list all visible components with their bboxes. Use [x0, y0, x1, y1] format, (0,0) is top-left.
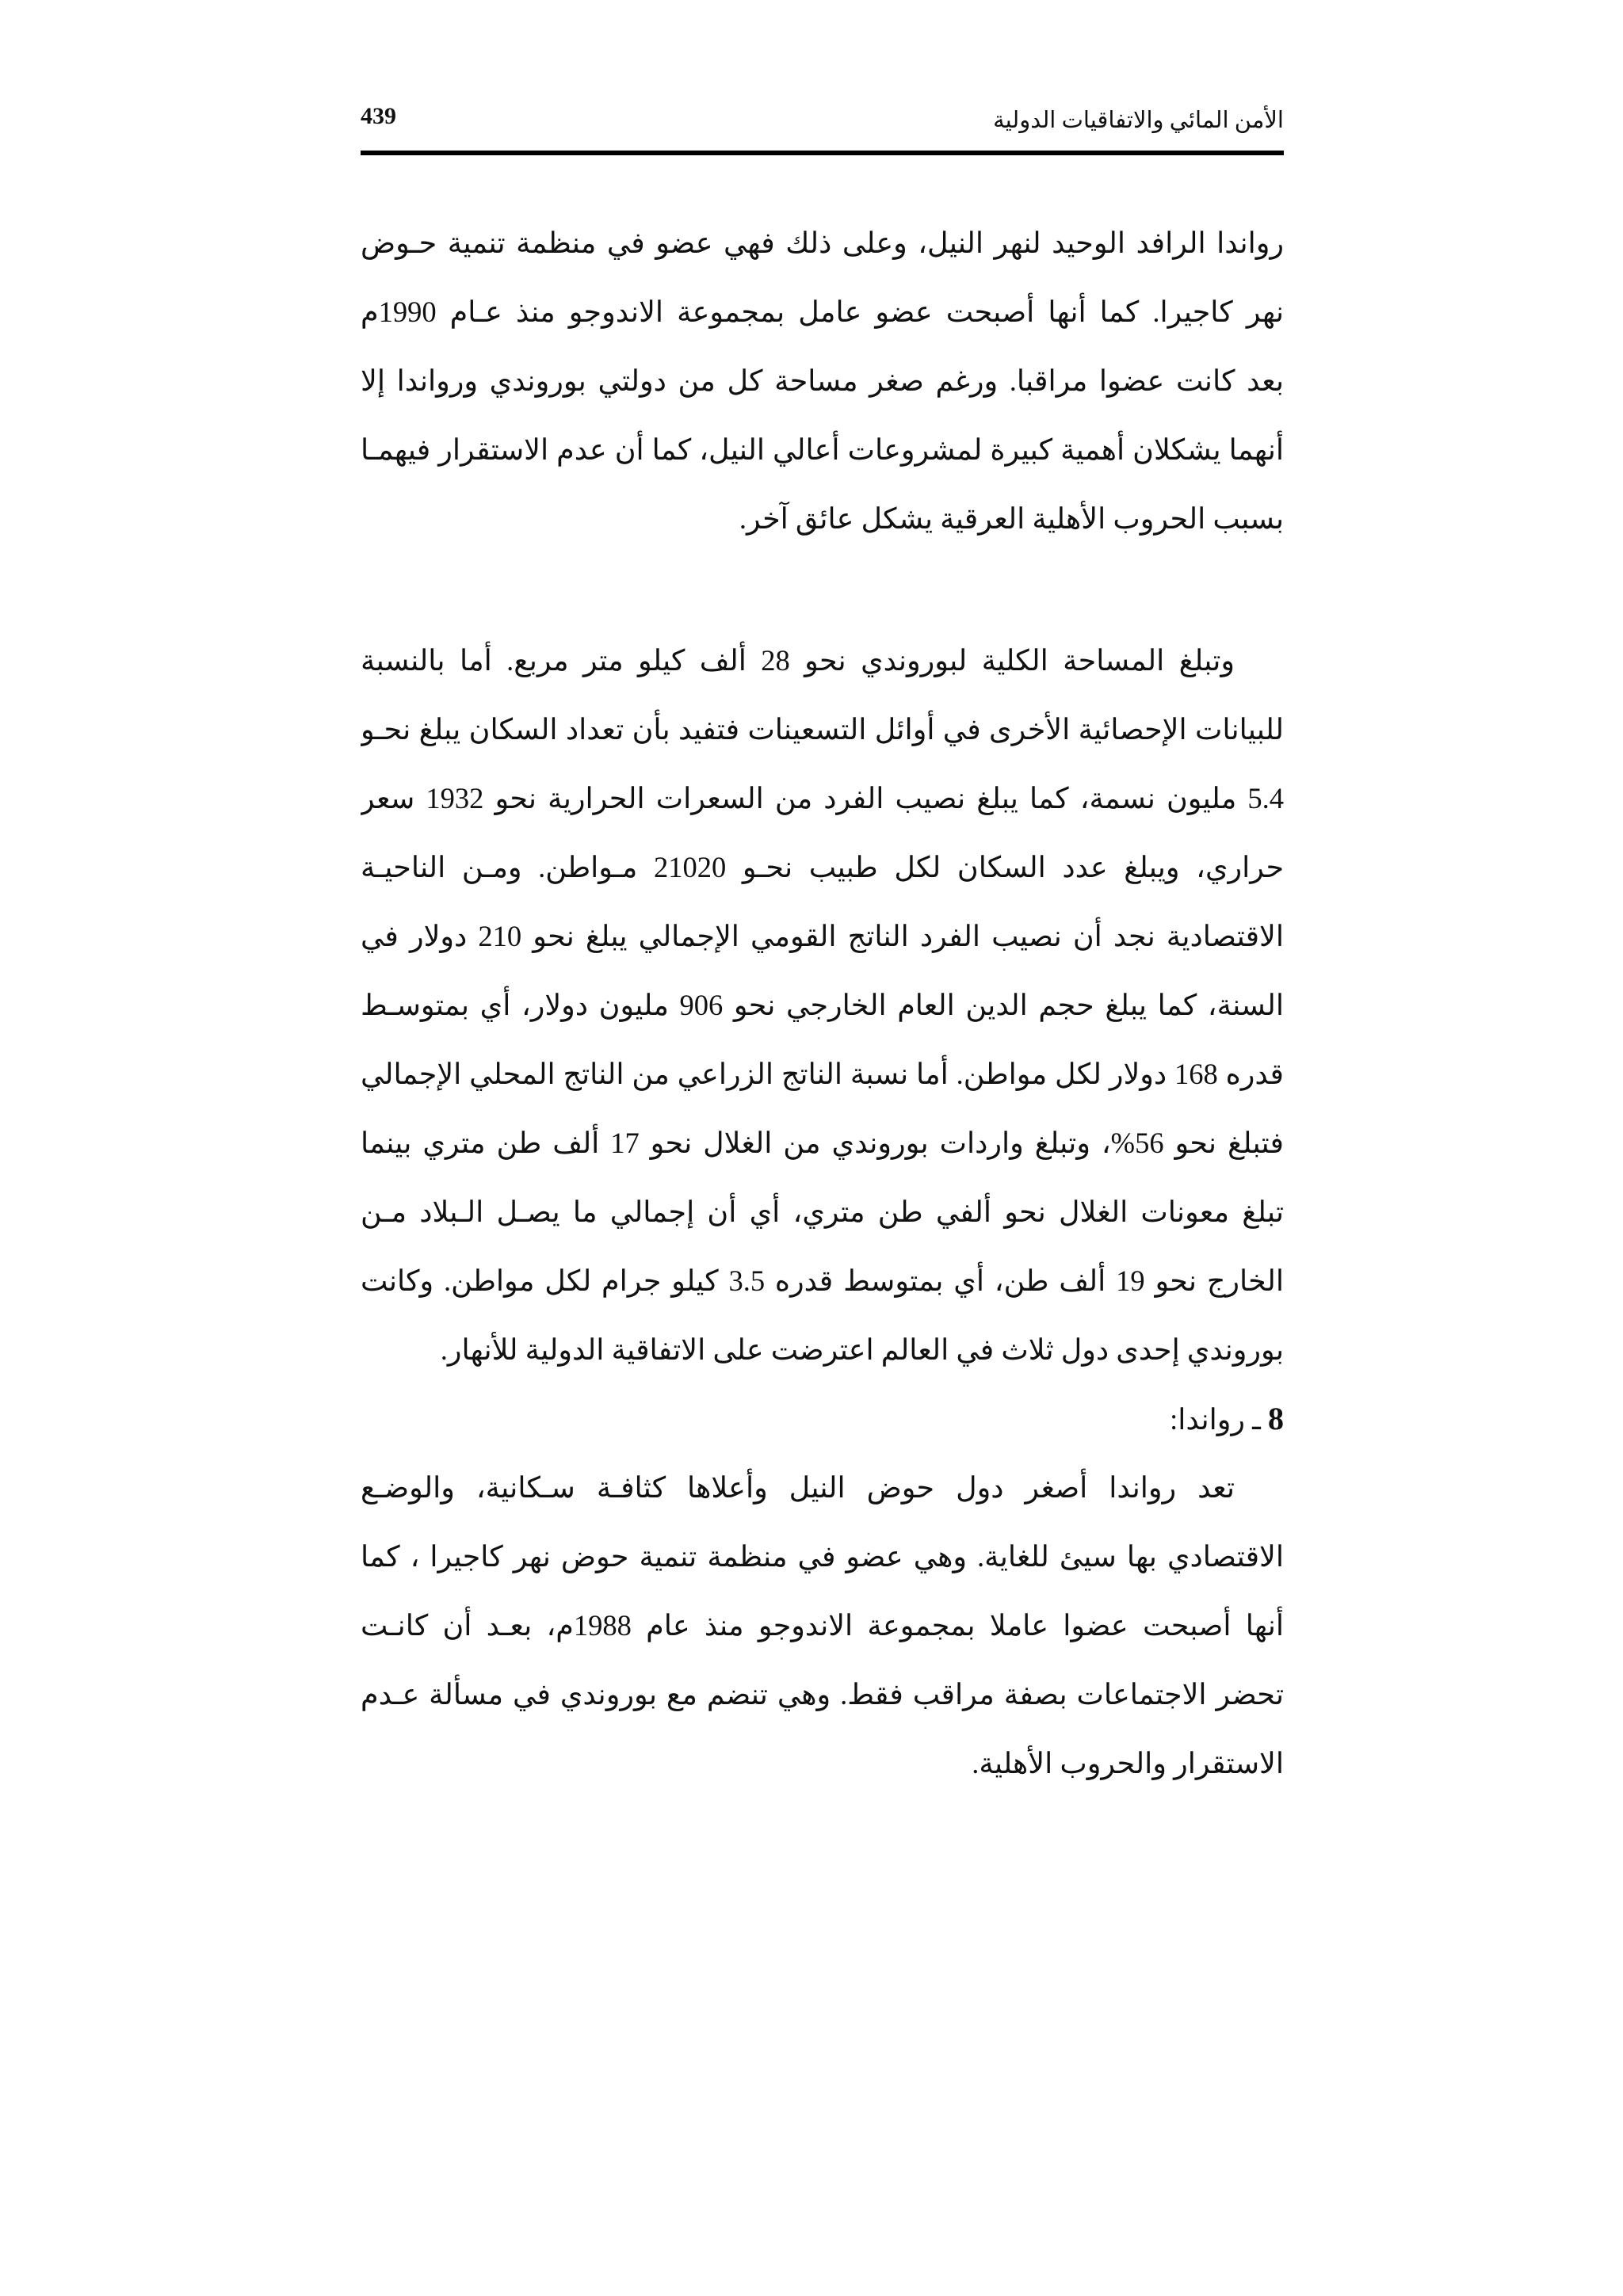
- text-line: وتبلغ المساحة الكلية لبوروندي نحو 28 ألف كيلو متر مربع. أما بالنسبة: [361, 644, 1235, 677]
- body-text: [361, 208, 1284, 1798]
- text-line: تعد رواندا أصغر دول حوض النيل وأعلاها كثافـة سـكانية، والوضـع: [361, 1471, 1235, 1504]
- text-line: السنة، كما يبلغ حجم الدين العام الخارجي نحو 906 مليون دولار، أي بمتوسـط: [361, 989, 1284, 1021]
- text-line: نهر كاجيرا. كما أنها أصبحت عضو عامل بمجموعة الاندوجو منذ عـام 1990م: [361, 296, 1284, 328]
- text-line: الاقتصادي بها سيئ للغاية. وهي عضو في منظمة تنمية حوض نهر كاجيرا ، كما: [361, 1540, 1284, 1573]
- paragraph-spacer: [361, 553, 1284, 626]
- text-line: الاستقرار والحروب الأهلية.: [972, 1747, 1284, 1779]
- text-line: للبيانات الإحصائية الأخرى في أوائل التسعينات فتفيد بأن تعداد السكان يبلغ نحـو: [361, 713, 1284, 746]
- text-line: 5.4 مليون نسمة، كما يبلغ نصيب الفرد من السعرات الحرارية نحو 1932 سعر: [361, 782, 1284, 814]
- running-header-title: الأمن المائي والاتفاقيات الدولية: [993, 108, 1284, 133]
- page-number: 439: [361, 103, 396, 129]
- text-line: الخارج نحو 19 ألف طن، أي بمتوسط قدره 3.5 كيلو جرام لكل مواطن. وكانت: [361, 1264, 1284, 1297]
- text-line: تحضر الاجتماعات بصفة مراقب فقط. وهي تنضم مع بوروندي في مسألة عـدم: [361, 1678, 1284, 1711]
- paragraph-burundi-statistics: [361, 626, 1284, 1384]
- running-header: [361, 93, 1284, 155]
- text-line: قدره 168 دولار لكل مواطن. أما نسبة الناتج الزراعي من الناتج المحلي الإجمالي: [361, 1058, 1284, 1090]
- text-line: حراري، ويبلغ عدد السكان لكل طبيب نحـو 21020 مـواطن. ومـن الناحيـة: [361, 851, 1284, 883]
- section-number: 8: [1268, 1401, 1284, 1436]
- paragraph-rwanda-intro: [361, 208, 1284, 553]
- text-line: بسبب الحروب الأهلية العرقية يشكل عائق آخر.: [739, 502, 1284, 535]
- text-line: بعد كانت عضوا مراقبا. ورغم صغر مساحة كل من دولتي بوروندي ورواندا إلا: [361, 364, 1284, 397]
- text-line: أنهما يشكلان أهمية كبيرة لمشروعات أعالي النيل، كما أن عدم الاستقرار فيهمـا: [361, 433, 1284, 466]
- text-line: فتبلغ نحو 56%، وتبلغ واردات بوروندي من الغلال نحو 17 ألف طن متري بينما: [361, 1127, 1284, 1159]
- section-title: ـ رواندا:: [1170, 1403, 1268, 1436]
- text-line: أنها أصبحت عضوا عاملا بمجموعة الاندوجو منذ عام 1988م، بعـد أن كانـت: [361, 1609, 1284, 1642]
- text-line: تبلغ معونات الغلال نحو ألفي طن متري، أي أن إجمالي ما يصـل الـبلاد مـن: [361, 1196, 1284, 1228]
- text-line: بوروندي إحدى دول ثلاث في العالم اعترضت على الاتفاقية الدولية للأنهار.: [440, 1333, 1284, 1366]
- text-line: الاقتصادية نجد أن نصيب الفرد الناتج القومي الإجمالي يبلغ نحو 210 دولار في: [361, 920, 1284, 952]
- paragraph-rwanda-details: [361, 1453, 1284, 1798]
- text-line: رواندا الرافد الوحيد لنهر النيل، وعلى ذلك فهي عضو في منظمة تنمية حـوض: [361, 227, 1284, 259]
- section-heading: [361, 1384, 1284, 1453]
